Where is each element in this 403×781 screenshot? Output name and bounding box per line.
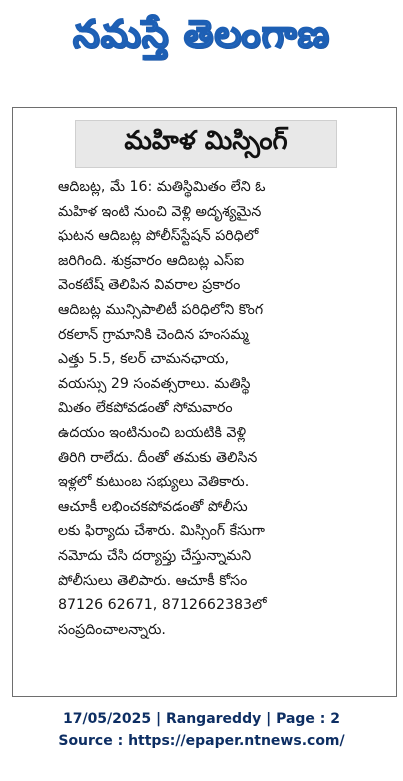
article-line: ఆదిబట్ల, మే 16: మతిస్థిమితం లేని ఓ <box>58 179 266 195</box>
article-headline: మహిళ మిస్సింగ్ <box>124 126 288 156</box>
masthead-title: నమస్తే తెలంగాణ <box>73 12 330 56</box>
article-line: వయస్సు 29 సంవత్సరాలు. మతిస్థి <box>58 375 251 392</box>
article-line: పోలీసులు తెలిపారు. ఆచూకీ కోసం <box>58 572 248 589</box>
article-body <box>58 175 396 642</box>
article-line: వెంకటేష్ తెలిపిన వివరాల ప్రకారం <box>58 277 241 294</box>
article-line: జరిగింది. శుక్రవారం ఆదిబట్ల ఎస్ఐ <box>58 252 245 269</box>
article-line: ఆచూకీ లభించకపోవడంతో పోలీసు <box>58 498 248 515</box>
footer-date-edition: 17/05/2025 | Rangareddy | Page : 2 <box>62 711 341 727</box>
article-line: తిరిగి రాలేదు. దీంతో తమకు తెలిసిన <box>58 449 258 466</box>
article-line: నమోదు చేసి దర్యాప్తు చేస్తున్నామని <box>58 547 252 564</box>
article-line: మితం లేకపోవడంతో సోమవారం <box>58 400 233 417</box>
article-line: 87126 62671, 8712662383లో <box>58 597 267 614</box>
news-clipping <box>12 107 397 697</box>
article-line: ఘటన ఆదిబట్ల పోలీస్‌స్టేషన్ పరిధిలో <box>58 228 259 245</box>
article-line: సంప్రదించాలన్నారు. <box>58 621 166 638</box>
article-line: ఎత్తు 5.5, కలర్ చామనఛాయ, <box>58 351 230 368</box>
article-line: ఆదిబట్ల మున్సిపాలిటీ పరిధిలోని కొంగ <box>58 301 264 318</box>
newspaper-masthead <box>0 0 403 78</box>
headline-box <box>75 120 337 168</box>
article-line: ఉదయం ఇంటినుంచి బయటికి వెళ్లి <box>58 424 247 441</box>
footer-source: Source : https://epaper.ntnews.com/ <box>58 733 345 749</box>
article-line: మహిళ ఇంటి నుంచి వెళ్లి అదృశ్యమైన <box>58 203 262 220</box>
article-line: ఇళ్లలో కుటుంబ సభ్యులు వెతికారు. <box>58 474 250 491</box>
source-footer <box>0 708 403 752</box>
article-line: రకలాన్ గ్రామానికి చెందిన హంసమ్మ <box>58 326 249 343</box>
article-line: లకు ఫిర్యాదు చేశారు. మిస్సింగ్ కేసుగా <box>58 523 265 540</box>
